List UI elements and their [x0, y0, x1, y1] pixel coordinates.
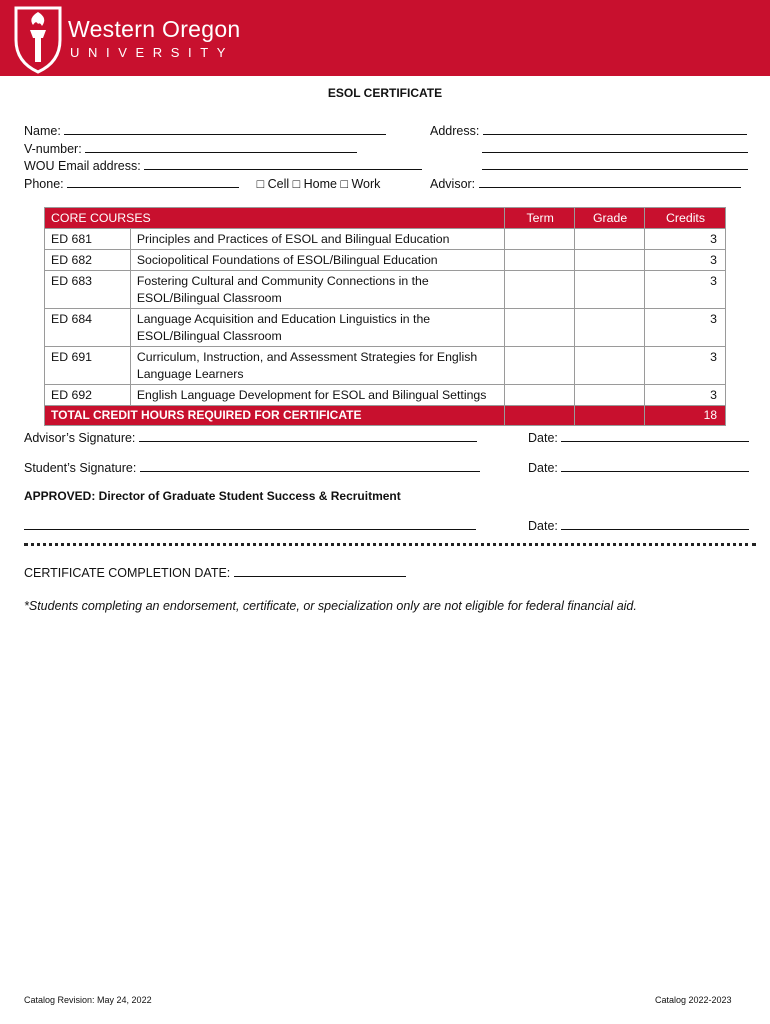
credits-header: Credits	[645, 208, 726, 229]
address-field[interactable]	[430, 123, 747, 138]
total-credits-label: TOTAL CREDIT HOURS REQUIRED FOR CERTIFICATE	[45, 406, 505, 426]
course-code: ED 683	[45, 271, 131, 309]
course-title: Language Acquisition and Education Linguistics in the ESOL/Bilingual Classroom	[130, 309, 504, 347]
vnumber-line[interactable]	[85, 141, 357, 153]
date-label: Date:	[528, 519, 558, 533]
director-signature-field[interactable]	[24, 518, 476, 533]
advisor-line[interactable]	[479, 176, 741, 188]
phone-type-options[interactable]: □ Cell □ Home □ Work	[256, 177, 381, 191]
term-cell[interactable]	[505, 271, 575, 309]
table-row	[45, 229, 726, 250]
credits-cell: 3	[645, 250, 726, 271]
core-courses-header: CORE COURSES	[45, 208, 505, 229]
brand-name: Western Oregon	[68, 16, 241, 42]
advisor-signature-field[interactable]	[24, 430, 477, 445]
course-title: English Language Development for ESOL and Bilingual Settings	[130, 385, 504, 406]
director-signature-line[interactable]	[24, 518, 476, 530]
student-signature-field[interactable]	[24, 460, 480, 475]
student-signature-label: Student’s Signature:	[24, 461, 137, 475]
table-row	[45, 385, 726, 406]
term-cell[interactable]	[505, 309, 575, 347]
term-header: Term	[505, 208, 575, 229]
advisor-label: Advisor:	[430, 177, 476, 191]
catalog-revision: Catalog Revision: May 24, 2022	[24, 995, 152, 1005]
grade-cell[interactable]	[575, 250, 645, 271]
date-label: Date:	[528, 431, 558, 445]
course-code: ED 681	[45, 229, 131, 250]
term-cell[interactable]	[505, 229, 575, 250]
credits-cell: 3	[645, 347, 726, 385]
university-header	[0, 0, 770, 76]
total-credits-row	[45, 406, 726, 426]
course-code: ED 691	[45, 347, 131, 385]
credits-cell: 3	[645, 271, 726, 309]
vnumber-label: V-number:	[24, 142, 82, 156]
email-line[interactable]	[144, 158, 422, 170]
director-date-line[interactable]	[561, 518, 749, 530]
grade-cell[interactable]	[575, 271, 645, 309]
advisor-signature-line[interactable]	[139, 430, 477, 442]
student-signature-line[interactable]	[140, 460, 480, 472]
total-grade-cell	[575, 406, 645, 426]
table-row	[45, 250, 726, 271]
address-line-1[interactable]	[483, 123, 747, 135]
email-field[interactable]	[24, 158, 422, 173]
name-label: Name:	[24, 124, 61, 138]
total-credits-value: 18	[645, 406, 726, 426]
course-title: Sociopolitical Foundations of ESOL/Bilingual Education	[130, 250, 504, 271]
grade-header: Grade	[575, 208, 645, 229]
phone-label: Phone:	[24, 177, 64, 191]
phone-field[interactable]	[24, 176, 380, 191]
term-cell[interactable]	[505, 347, 575, 385]
credits-cell: 3	[645, 229, 726, 250]
phone-line[interactable]	[67, 176, 239, 188]
student-date-line[interactable]	[561, 460, 749, 472]
name-field[interactable]	[24, 123, 386, 138]
torch-shield-icon	[12, 4, 64, 74]
grade-cell[interactable]	[575, 309, 645, 347]
course-code: ED 684	[45, 309, 131, 347]
financial-aid-note: *Students completing an endorsement, certificate, or specialization only are not eligible for federal financial aid.	[24, 599, 637, 613]
advisor-date-field[interactable]	[528, 430, 749, 445]
term-cell[interactable]	[505, 250, 575, 271]
document-title: ESOL CERTIFICATE	[327, 86, 443, 100]
grade-cell[interactable]	[575, 347, 645, 385]
grade-cell[interactable]	[575, 385, 645, 406]
table-row	[45, 271, 726, 309]
course-title: Fostering Cultural and Community Connections in the ESOL/Bilingual Classroom	[130, 271, 504, 309]
director-date-field[interactable]	[528, 518, 749, 533]
course-title: Principles and Practices of ESOL and Bilingual Education	[130, 229, 504, 250]
completion-date-label: CERTIFICATE COMPLETION DATE:	[24, 566, 231, 580]
email-label: WOU Email address:	[24, 159, 141, 173]
credits-cell: 3	[645, 385, 726, 406]
term-cell[interactable]	[505, 385, 575, 406]
address-field-3[interactable]	[482, 158, 748, 173]
brand-subtitle: UNIVERSITY	[70, 45, 235, 60]
date-label: Date:	[528, 461, 558, 475]
credits-cell: 3	[645, 309, 726, 347]
advisor-date-line[interactable]	[561, 430, 749, 442]
advisor-field[interactable]	[430, 176, 741, 191]
address-line-3[interactable]	[482, 158, 748, 170]
course-title: Curriculum, Instruction, and Assessment Strategies for English Language Learners	[130, 347, 504, 385]
table-row	[45, 347, 726, 385]
vnumber-field[interactable]	[24, 141, 357, 156]
total-term-cell	[505, 406, 575, 426]
grade-cell[interactable]	[575, 229, 645, 250]
dotted-separator	[24, 543, 756, 549]
course-code: ED 692	[45, 385, 131, 406]
completion-date-field[interactable]	[24, 565, 406, 580]
table-row	[45, 309, 726, 347]
name-line[interactable]	[64, 123, 386, 135]
course-code: ED 682	[45, 250, 131, 271]
completion-date-line[interactable]	[234, 565, 406, 577]
address-field-2[interactable]	[482, 141, 748, 156]
approved-label: APPROVED: Director of Graduate Student Success & Recruitment	[24, 489, 401, 503]
student-date-field[interactable]	[528, 460, 749, 475]
core-courses-table	[44, 207, 726, 426]
advisor-signature-label: Advisor’s Signature:	[24, 431, 136, 445]
address-label: Address:	[430, 124, 480, 138]
catalog-year: Catalog 2022-2023	[655, 995, 732, 1005]
table-header-row	[45, 208, 726, 229]
address-line-2[interactable]	[482, 141, 748, 153]
